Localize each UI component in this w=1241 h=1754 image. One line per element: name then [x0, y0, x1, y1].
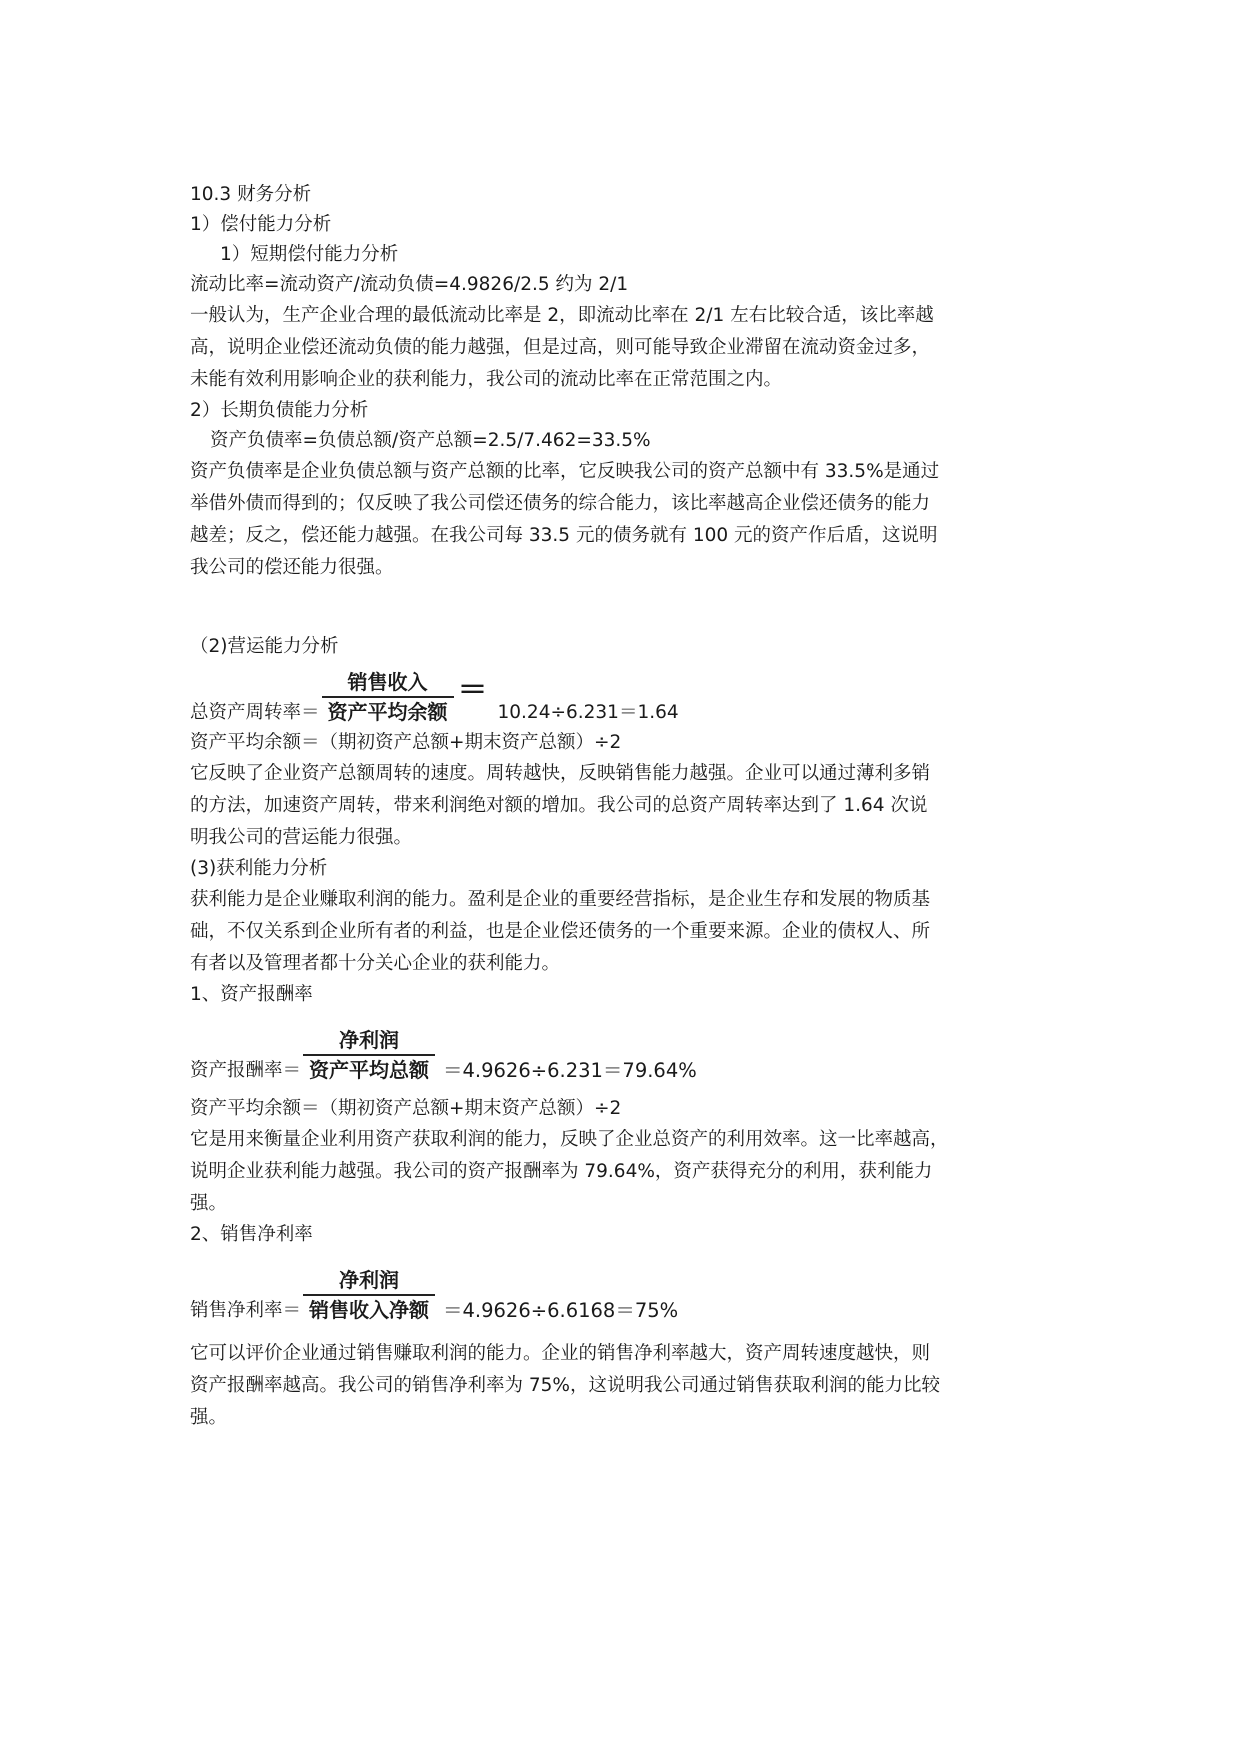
profitability-heading: (3)获利能力分析 [190, 858, 328, 879]
net-margin-formula [190, 1260, 1052, 1326]
paragraph-line: 明我公司的营运能力很强。 [190, 827, 413, 848]
paragraph-line: 一般认为，生产企业合理的最低流动比率是 2，即流动比率在 2/1 左右比较合适，该比率越 [190, 305, 934, 326]
formula-lhs: 资产报酬率＝ [190, 1060, 302, 1081]
fraction-denominator: 资产平均总额 [309, 1058, 430, 1082]
paragraph-line: 未能有效利用影响企业的获利能力，我公司的流动比率在正常范围之内。 [190, 369, 783, 390]
current-ratio-formula: 流动比率=流动资产/流动负债=4.9826/2.5 约为 2/1 [190, 274, 629, 295]
operating-heading: （2)营运能力分析 [190, 636, 339, 657]
short-term-heading: 1）短期偿付能力分析 [220, 244, 399, 265]
formula-fraction [322, 670, 454, 724]
paragraph-line: 强。 [190, 1407, 228, 1428]
formula-fraction [303, 1268, 435, 1322]
paragraph-line: 础，不仅关系到企业所有者的利益，也是企业偿还债务的一个重要来源。企业的债权人、所 [190, 921, 931, 942]
paragraph-line: 资产报酬率越高。我公司的销售净利率为 75%，这说明我公司通过销售获取利润的能力比较 [190, 1375, 941, 1396]
avg-balance-definition: 资产平均余额＝（期初资产总额+期末资产总额）÷2 [190, 732, 622, 753]
paragraph-line: 我公司的偿还能力很强。 [190, 557, 394, 578]
fraction-denominator: 销售收入净额 [309, 1298, 430, 1322]
paragraph-line: 它可以评价企业通过销售赚取利润的能力。企业的销售净利率越大，资产周转速度越快，则 [190, 1343, 931, 1364]
paragraph-line: 越差；反之，偿还能力越强。在我公司每 33.5 元的债务就有 100 元的资产作后盾，这说明 [190, 525, 938, 546]
paragraph-line: 有者以及管理者都十分关心企业的获利能力。 [190, 953, 561, 974]
formula-rhs: ＝4.9626÷6.6168＝75% [443, 1299, 679, 1322]
fraction-numerator: 销售收入 [347, 670, 428, 694]
avg-balance-definition: 资产平均余额＝（期初资产总额+期末资产总额）÷2 [190, 1098, 622, 1119]
formula-fraction [303, 1028, 435, 1082]
fraction-numerator: 净利润 [339, 1268, 400, 1292]
paragraph-line: 获利能力是企业赚取利润的能力。盈利是企业的重要经营指标，是企业生存和发展的物质基 [190, 889, 931, 910]
solvency-heading: 1）偿付能力分析 [190, 214, 332, 235]
paragraph-line: 举借外债而得到的；仅反映了我公司偿还债务的综合能力，该比率越高企业偿还债务的能力 [190, 493, 931, 514]
paragraph-line: 高，说明企业偿还流动负债的能力越强，但是过高，则可能导致企业滞留在流动资金过多， [190, 337, 931, 358]
formula-rhs: ＝4.9626÷6.231＝79.64% [443, 1059, 697, 1082]
section-title: 10.3 财务分析 [190, 184, 312, 205]
formula-lhs: 销售净利率＝ [190, 1300, 302, 1321]
paragraph-line: 它是用来衡量企业利用资产获取利润的能力，反映了企业总资产的利用效率。这一比率越高， [190, 1129, 949, 1150]
formula-lhs: 总资产周转率＝ [190, 702, 320, 723]
debt-ratio-formula: 资产负债率=负债总额/资产总额=2.5/7.462=33.5% [210, 430, 651, 451]
net-margin-heading: 2、销售净利率 [190, 1224, 313, 1245]
paragraph-line: 说明企业获利能力越强。我公司的资产报酬率为 79.64%，资产获得充分的利用，获利能力 [190, 1161, 933, 1182]
debt-ratio-paragraph [190, 456, 1052, 584]
profitability-paragraph [190, 884, 1052, 980]
formula-equals: ＝ [457, 673, 488, 708]
paragraph-line: 的方法，加速资产周转，带来利润绝对额的增加。我公司的总资产周转率达到了 1.64 次说 [190, 795, 928, 816]
formula-rhs: 10.24÷6.231＝1.64 [497, 702, 679, 723]
current-ratio-paragraph [190, 300, 1052, 396]
fraction-denominator: 资产平均余额 [327, 700, 448, 724]
paragraph-line: 它反映了企业资产总额周转的速度。周转越快，反映销售能力越强。企业可以通过薄利多销 [190, 763, 931, 784]
fraction-numerator: 净利润 [339, 1028, 400, 1052]
long-term-heading: 2）长期负债能力分析 [190, 400, 369, 421]
roa-heading: 1、资产报酬率 [190, 984, 313, 1005]
asset-turnover-formula [190, 666, 1052, 728]
document-body [190, 180, 1052, 1434]
roa-formula [190, 1020, 1052, 1086]
operating-paragraph [190, 758, 1052, 854]
net-margin-paragraph [190, 1338, 1052, 1434]
paragraph-line: 资产负债率是企业负债总额与资产总额的比率，它反映我公司的资产总额中有 33.5%是通过 [190, 461, 940, 482]
paragraph-line: 强。 [190, 1193, 228, 1214]
roa-paragraph [190, 1124, 1052, 1220]
